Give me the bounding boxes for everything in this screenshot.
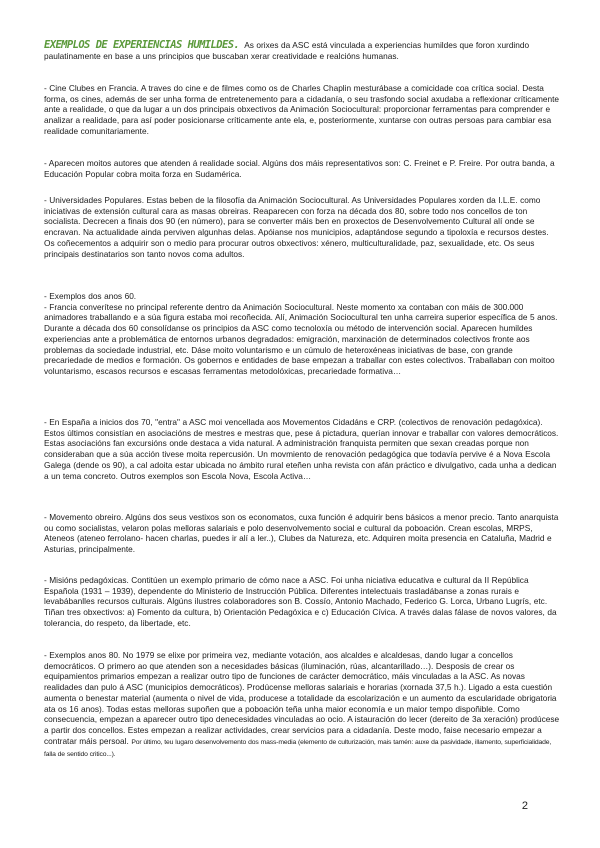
paragraph-anos-80 [44,650,560,761]
paragraph-universidades-populares: - Universidades Populares. Estas beben de la filosofía da Animación Sociocultural. As Universidades Populares xorden da I.L.E. como iniciativas de extensión cultural cara as masas obreiras. Reaparecen con forza na década dos 80, sobre todo nos concellos de ton socialista. Decrecen a finais dos 90 (en número), para se converter máis ben en proxectos de Desenvolvemento Cultural alí onde se encravan. Na actualidade ainda perviven algunhas delas. Apóianse nos municipios, adaptándose segundo a tipoloxía e recursos destes. Os coñecementos a adquirir son o medio para procurar outros obxectivos: xénero, multiculturalidade, paz, sexualidade, etc. Os seus principais destinatarios son tanto novos coma adultos. [44,195,549,259]
intro-text: As orixes da ASC está vinculada a experiencias humildes que foron xurdindo paulatinamente en base a uns principios que buscaban xerar creatividade e realcións humanas. [44,40,530,61]
page-number: 2 [521,800,528,812]
anos-80-text: - Exemplos anos 80. No 1979 se elixe por primeira vez, mediante votación, aos alcaldes e alcaldesas, dando lugar a concellos democráticos. O primero ao que atenden son a necesidades básicas (iluminación, rúas, alcantarillado…). Desposis de crear os equipamientos primarios empezan a realizar outro tipo de funciones de carácter democrático, máis vinculadas a la ASC. As novas realidades dan pulo á ASC (municipios democráticos). Prodúcense melloras salariais e horarias (xornada 37,5 h.). Ligado a esta cuestión aumenta o benestar material (aumenta o nivel de vida, producese a totalidade da escolarización e un aumento da escularidade obrigatoria ata os 16 anos). Todas estas melloras supoñen que a poboación teña unha maior economía e un maior tempo dispoñible. Como consecuencia, empezan a aparecer outro tipo denecesidades vinculadas ao ocio. A istauración do lecer (dereito de 3a xeración) prodúcese a partir dos concellos. Estes empezan a realizar actividades, crear servicios para a cidadanía. Deste modo, faise necesario empezar a contratar máis persoal. [44,650,560,746]
paragraph-espana-70: - En España a inicios dos 70, "entra" a ASC moi vencellada aos Movementos Cidadáns e CRP. (colectivos de renovación pedagóxica). Estos últimos consistían en asociacións de mestres e mestras que, pese á pictadura, querían innovar e traballar con valores democráticos. Estas asociacións fan excursións onde destaca a vida natural. A administración franquista permiten que sexan creadas porque non consideraban que a súa acción tivese moita repercusión. Un movmiento de renovación pedagógica que todavía pervive é a Nova Escola Galega (dende os 90), a cal adoita estar ubicada no ámbito rural eteñen unha revista con afán práctico e divulgativo, cada unha a dedican a un tema concreto. Outros exemplos son Escola Nova, Escola Activa… [44,417,559,481]
section-heading: EXEMPLOS DE EXPERIENCIAS HUMILDES. [44,39,240,51]
paragraph-misions-pedagoxicas: - Misións pedagóxicas. Contitúen un exemplo primario de cómo nace a ASC. Foi unha niciativa educativa e cultural da II República Española (1931 – 1939), dependente do Ministerio de Instrucción Pública. Diferentes intelectuais trasladábanse a zonas rurais e levabábanlles recursos culturais. Algúns ilustres colaboradores son B. Cossío, Antonio Machado, Federico G. Lorca, Urbano Lugrís, etc. Tiñan tres obxectivos: a) Fomento da cultura, b) Orientación Pedagóxica e c) Educación Cívica. A través dalas fálase de novos valores, da tolerancia, do respeto, da libertade, etc. [44,575,557,628]
paragraph-movemento-obreiro: - Movemento obreiro. Algúns dos seus vestixos son os economatos, cuxa función é adquirir bens básicos a menor precio. Tanto anarquista ou como socialistas, velaron polas melloras salariais e polo desenvolvemento social e cultural da poboación. Crean escolas, MRPS, Ateneos (ateneo ferrolano- hacen charlas, puedes ir alí a ler..), Clubes da Natureza, etc. Adquiren moita presencia en Cataluña, Madrid e Asturias, principalmente. [44,512,559,555]
paragraph-cine-clubes: - Cine Clubes en Francia. A traves do cine e de filmes como os de Charles Chaplin mesturábase a comicidade coa crítica social. Desta forma, os cines, además de ser unha forma de entretenemento para a cidadanía, o seu trasfondo social axudaba a reflexionar críticamente ante a realidade, o que da lugar a un dos principais obxectivos da Animación Sociocultural: proporcionar ferramentas para comprender e analizar a realidade, para así poder posicionarse críticamente ante ela, e, posteriormente, xuntarse con outras persoas para cambiar esa realidade comunitariamente. [44,83,560,136]
paragraph-anos-60: - Exemplos dos anos 60. - Francia converítese no principal referente dentro da Animación Sociocultural. Neste momento xa contaban con máis de 300.000 animadores traballando e a súa figura estaba moi recoñecida. Alí, Animación Sociocultural ten unha carreira superior específica de 5 anos. Durante a década dos 60 consolídanse os principios da ASC como tecnoloxía ou método de intervención social. Aparecen humildes experiencias ante a problemática de entornos urbanos degradados: emigración, marxinación de determinados colectivos fronte aos problemas da sociedade industrial, etc. Dáse moito voluntarismo e un cúmulo de heteroxéneas iniciativas de base, con grande precariedade de medios e formación. Os gobernos e entidades de base empezan a traballar con estes colectivos. Traballaban con moitoo voluntarismo, escasos recursos e escasas ferramentas metodolóxicas, precariedade formativa… [44,291,558,376]
intro-paragraph [44,40,560,61]
paragraph-autores: - Aparecen moitos autores que atenden á realidade social. Algúns dos máis representativos son: C. Freinet e P. Freire. Por outra banda, a Educación Popular cobra moita forza en Sudamérica. [44,158,555,179]
mass-media-note: Por último, teu lugaro desenvolvemento dos mass-media (elemento de culturización, mais tamén: auxe da pasividade, illamento, superficialidade, falla de sentido critico...). [44,738,552,759]
